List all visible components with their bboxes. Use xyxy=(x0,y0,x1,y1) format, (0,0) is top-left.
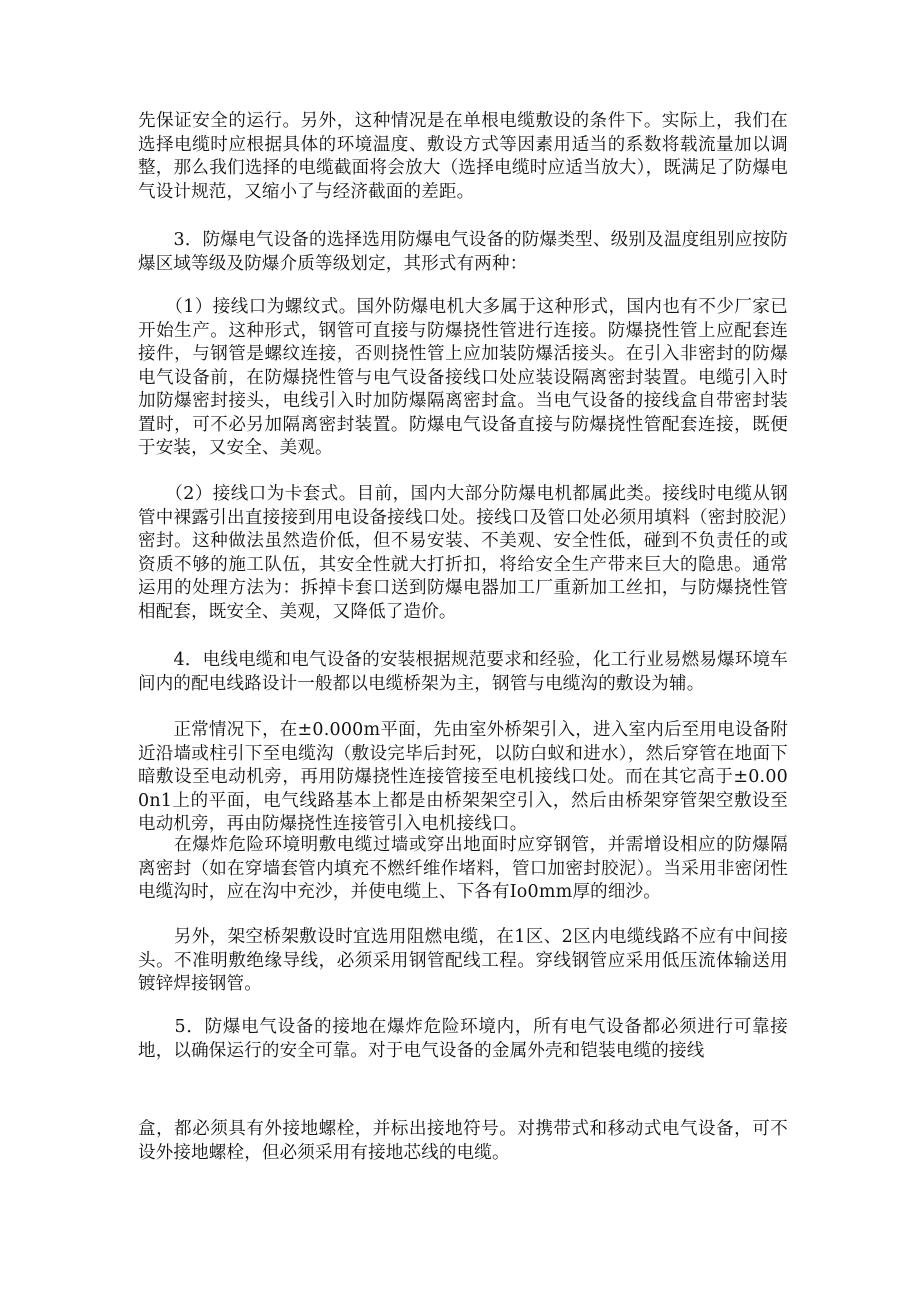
paragraph-grounding-continued: 盒，都必须具有外接地螺栓，并标出接地符号。对携带式和移动式电气设备，可不设外接地螺栓，但必须采用有接地芯线的电缆。 xyxy=(138,1119,788,1163)
paragraph-section-5-grounding: 5．防爆电气设备的接地在爆炸危险环境内，所有电气设备都必须进行可靠接地，以确保运行的安全可靠。对于电气设备的金属外壳和铠装电缆的接线 xyxy=(138,1017,788,1061)
paragraph-flame-retardant-cable: 另外，架空桥架敷设时宜选用阻燃电缆，在1区、2区内电缆线路不应有中间接头。不准明敷绝缘导线，必须采用钢管配线工程。穿线钢管应采用低压流体输送用镀锌焊接钢管。 xyxy=(138,927,788,994)
paragraph-ferrule-connection: （2）接线口为卡套式。目前，国内大部分防爆电机都属此类。接线时电缆从钢管中裸露引出直接接到用电设备接线口处。接线口及管口处必须用填料（密封胶泥）密封。这种做法虽然造价低，但不易安装、不美观、安全性低，碰到不负责任的或资质不够的施工队伍，其安全性就大打折扣，将给安全生产带来巨大的隐患。通常运用的处理方法为：拆掉卡套口送到防爆电器加工厂重新加工丝扣，与防爆挠性管相配套，既安全、美观，又降低了造价。 xyxy=(138,484,788,622)
paragraph-normal-routing: 正常情况下，在±0.000m平面，先由室外桥架引入，进入室内后至用电设备附近沿墙或柱引下至电缆沟（敷设完毕后封死，以防白蚁和进水），然后穿管在地面下暗敷设至电动机旁，再用防爆挠性连接管接至电机接线口处。而在其它高于±0.000n1上的平面，电气线路基本上都是由桥架架空引入，然后由桥架穿管架空敷设至电动机旁，再由防爆挠性连接管引入电机接线口。 xyxy=(138,720,788,834)
paragraph-threaded-connection: （1）接线口为螺纹式。国外防爆电机大多属于这种形式，国内也有不少厂家已开始生产。这种形式，钢管可直接与防爆挠性管进行连接。防爆挠性管上应配套连接件，与钢管是螺纹连接，否则挠性管上应加装防爆活接头。在引入非密封的防爆电气设备前，在防爆挠性管与电气设备接线口处应装设隔离密封装置。电缆引入时加防爆密封接头，电线引入时加防爆隔离密封盒。当电气设备的接线盒自带密封装置时，可不必另加隔离密封装置。防爆电气设备直接与防爆挠性管配套连接，既便于安装，又安全、美观。 xyxy=(138,297,788,458)
paragraph-section-4-installation: 4．电线电缆和电气设备的安装根据规范要求和经验，化工行业易燃易爆环境车间内的配电线路设计一般都以电缆桥架为主，钢管与电缆沟的敷设为辅。 xyxy=(138,650,788,694)
paragraph-explosion-sealing: 在爆炸危险环境明敷电缆过墙或穿出地面时应穿钢管，并需增设相应的防爆隔离密封（如在穿墙套管内填充不燃纤维作堵料，管口加密封胶泥）。当采用非密闭性电缆沟时，应在沟中充沙，并使电缆上、下各有Io0mm厚的细沙。 xyxy=(138,835,788,902)
paragraph-section-3-equipment-selection: 3．防爆电气设备的选择选用防爆电气设备的防爆类型、级别及温度组别应按防爆区域等级及防爆介质等级划定，其形式有两种： xyxy=(138,230,788,274)
paragraph-cable-selection-continued: 先保证安全的运行。另外，这种情况是在单根电缆敷设的条件下。实际上，我们在选择电缆时应根据具体的环境温度、敷设方式等因素用适当的系数将载流量加以调整，那么我们选择的电缆截面将会放大（选择电缆时应适当放大），既满足了防爆电气设计规范，又缩小了与经济截面的差距。 xyxy=(138,111,788,202)
